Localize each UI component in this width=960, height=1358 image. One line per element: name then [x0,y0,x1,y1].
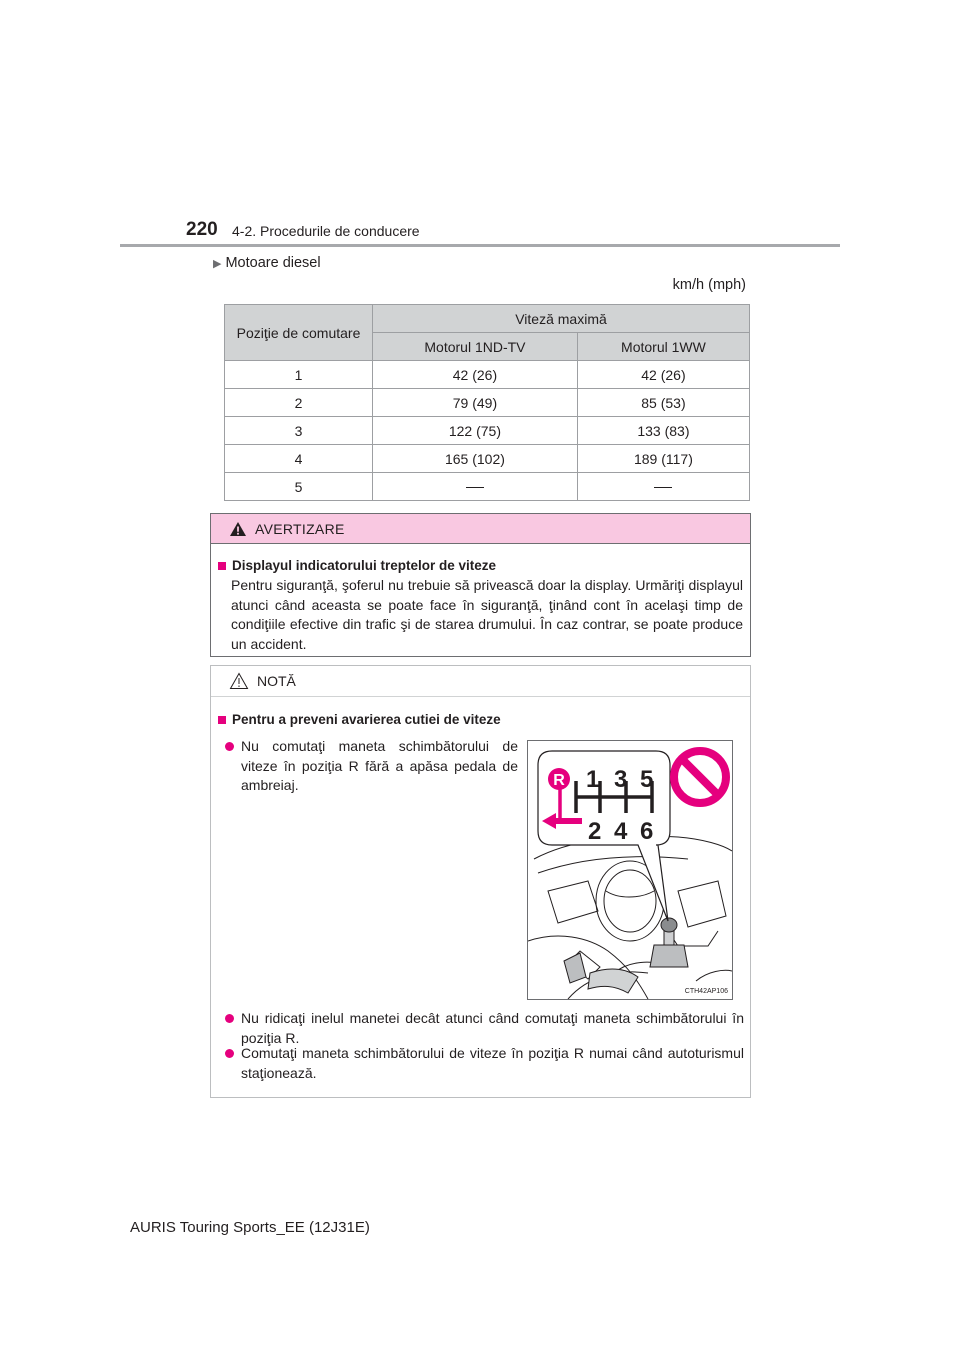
cell-gear: 1 [225,361,373,389]
square-bullet-icon [218,716,226,724]
table-row [225,473,750,501]
caution-triangle-icon [229,672,249,690]
cell-gear: 2 [225,389,373,417]
warning-triangle-icon [229,521,247,537]
warning-subheading-text: Displayul indicatorului treptelor de viteze [232,558,497,573]
col-header-engine-1: Motorul 1ND-TV [373,333,578,361]
subheading-text: Motoare diesel [225,255,321,271]
cell-speed-engine-1: 122 (75) [373,417,578,445]
col-header-max-speed: Viteză maximă [373,305,750,333]
note-bullet-3 [241,1044,744,1083]
table-row [225,389,750,417]
gear-label-reverse: R [553,772,565,789]
cell-gear: 5 [225,473,373,501]
gear-label-5: 5 [640,766,654,793]
page-number: 220 [186,219,218,240]
note-bullet-text: Nu comutaţi maneta schimbătorului de viteze în poziţia R fără a apăsa pedala de ambreiaj. [241,738,518,793]
bullet-dot-icon [225,1049,234,1058]
gear-label-1: 1 [586,766,600,793]
cell-speed-engine-2-empty [577,473,749,501]
cell-speed-engine-1-empty [373,473,578,501]
note-bullet-1 [241,737,518,796]
cell-speed-engine-2: 133 (83) [577,417,749,445]
subheading [213,255,321,271]
gear-label-3: 3 [614,766,628,793]
note-box [210,665,751,1098]
dash-icon [654,487,672,488]
cell-speed-engine-2: 85 (53) [577,389,749,417]
footer-model-code: AURIS Touring Sports_EE (12J31E) [130,1219,370,1236]
cell-speed-engine-1: 42 (26) [373,361,578,389]
cell-speed-engine-1: 79 (49) [373,389,578,417]
warning-text: Pentru siguranţă, şoferul nu trebuie să privească doar la display. Urmăriţi displayul atunci când aceasta se poate face în siguranţă, ţinând cont în acelaşi timp de condiţiile efective din trafic şi de starea drumului. În caz contrar, se poate produce un accident. [231,577,743,652]
note-bullet-text: Nu ridicaţi inelul manetei decât atunci când comutaţi maneta schimbătorului în poziţia R. [241,1010,744,1046]
gear-label-6: 6 [640,818,654,845]
note-title: NOTĂ [257,673,296,689]
dash-icon [466,487,484,488]
illustration-code: CTH42AP106 [684,988,728,995]
cell-speed-engine-2: 42 (26) [577,361,749,389]
cell-gear: 3 [225,417,373,445]
bullet-dot-icon [225,1014,234,1023]
col-header-position: Poziţie de comutare [225,305,373,361]
header-rule [120,244,840,247]
gear-shift-drawing [528,741,733,1000]
gear-label-4: 4 [614,818,628,845]
unit-label: km/h (mph) [672,277,746,293]
warning-title: AVERTIZARE [255,520,345,537]
gear-label-2: 2 [588,818,602,845]
note-header [211,666,750,697]
square-bullet-icon [218,562,226,570]
note-subheading-text: Pentru a preveni avarierea cutiei de viteze [232,712,501,727]
triangle-icon: ▶ [213,257,222,270]
table-row [225,417,750,445]
cell-speed-engine-1: 165 (102) [373,445,578,473]
section-title: 4-2. Procedurile de conducere [232,223,420,239]
prohibition-icon [674,751,726,803]
cell-gear: 4 [225,445,373,473]
speed-table [224,304,750,501]
note-bullet-2 [241,1009,744,1048]
gear-shift-illustration [527,740,733,1000]
warning-subheading [218,558,496,573]
col-header-engine-2: Motorul 1WW [577,333,749,361]
cell-speed-engine-2: 189 (117) [577,445,749,473]
note-subheading [218,712,501,727]
note-bullet-text: Comutaţi maneta schimbătorului de viteze în poziţia R numai când autoturismul staţionează. [241,1045,744,1081]
warning-box [210,513,751,657]
table-row [225,445,750,473]
bullet-dot-icon [225,742,234,751]
warning-header [211,514,750,544]
table-row [225,361,750,389]
